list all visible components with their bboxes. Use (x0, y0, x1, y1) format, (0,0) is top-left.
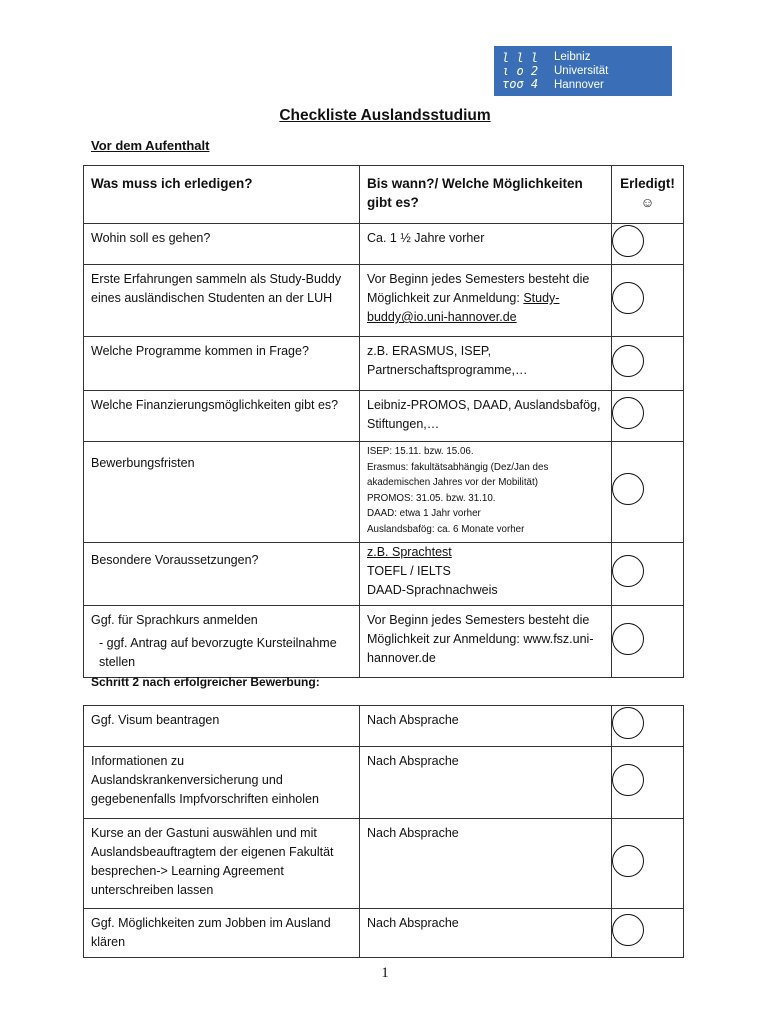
done-checkbox[interactable] (612, 555, 644, 587)
table-row (84, 747, 684, 819)
table-row (84, 606, 684, 678)
table-row (84, 442, 684, 543)
done-checkbox[interactable] (612, 345, 644, 377)
task-cell: Welche Finanzierungsmöglichkeiten gibt es? (84, 391, 360, 442)
table-row (84, 391, 684, 442)
when-cell: z.B. ERASMUS, ISEP, Partnerschaftsprogramme,… (360, 337, 612, 391)
task-cell: Ggf. für Sprachkurs anmelden - ggf. Antrag auf bevorzugte Kursteilnahme stellen (84, 606, 360, 678)
checklist-table-after (83, 705, 684, 958)
task-cell: Wohin soll es gehen? (84, 224, 360, 265)
table-header-row (84, 166, 684, 224)
when-cell: Vor Beginn jedes Semesters besteht die Möglichkeit zur Anmeldung: Study-buddy@io.uni-hannover.de (360, 265, 612, 337)
page-number: 1 (381, 965, 389, 981)
table-row (84, 224, 684, 265)
study-buddy-email-link[interactable]: Study-buddy@io.uni-hannover.de (367, 291, 560, 324)
when-cell: Nach Absprache (360, 819, 612, 909)
table-row (84, 909, 684, 958)
header-done: Erledigt! ☺ (612, 166, 684, 224)
table-row (84, 337, 684, 391)
done-checkbox[interactable] (612, 764, 644, 796)
done-checkbox[interactable] (612, 282, 644, 314)
table-row (84, 706, 684, 747)
page-title: Checkliste Auslandsstudium (279, 107, 491, 124)
when-cell: Nach Absprache (360, 909, 612, 958)
when-cell: Nach Absprache (360, 747, 612, 819)
task-cell: Informationen zu Auslandskrankenversicherung und gegebenenfalls Impfvorschriften einholen (84, 747, 360, 819)
when-cell: ISEP: 15.11. bzw. 15.06. Erasmus: fakultätsabhängig (Dez/Jan des akademischen Jahres vor der Mobilität) PROMOS: 31.05. bzw. 31.10. DAAD: etwa 1 Jahr vorher Auslandsbafög: ca. 6 Monate vorher (360, 442, 612, 543)
done-checkbox[interactable] (612, 914, 644, 946)
section-heading-step-2: Schritt 2 nach erfolgreicher Bewerbung: (91, 675, 320, 689)
task-cell: Ggf. Visum beantragen (84, 706, 360, 747)
done-checkbox[interactable] (612, 845, 644, 877)
header-when: Bis wann?/ Welche Möglichkeiten gibt es? (360, 166, 612, 224)
table-row (84, 265, 684, 337)
header-task: Was muss ich erledigen? (84, 166, 360, 224)
logo-mark: l l l ι ο 2 τοσ 4 (502, 50, 539, 91)
done-checkbox[interactable] (612, 473, 644, 505)
when-cell: Nach Absprache (360, 706, 612, 747)
task-cell: Erste Erfahrungen sammeln als Study-Buddy eines ausländischen Studenten an der LUH (84, 265, 360, 337)
logo-text: Leibniz Universität Hannover (554, 51, 609, 91)
task-cell: Welche Programme kommen in Frage? (84, 337, 360, 391)
section-heading-before-stay: Vor dem Aufenthalt (91, 138, 210, 153)
task-cell: Kurse an der Gastuni auswählen und mit Auslandsbeauftragtem der eigenen Fakultät besprechen-> Learning Agreement unterschreiben lassen (84, 819, 360, 909)
task-cell: Ggf. Möglichkeiten zum Jobben im Ausland klären (84, 909, 360, 958)
done-checkbox[interactable] (612, 623, 644, 655)
when-cell: z.B. Sprachtest TOEFL / IELTS DAAD-Sprachnachweis (360, 543, 612, 606)
when-cell: Leibniz-PROMOS, DAAD, Auslandsbafög, Stiftungen,… (360, 391, 612, 442)
task-cell: Bewerbungsfristen (84, 442, 360, 543)
table-row (84, 819, 684, 909)
done-checkbox[interactable] (612, 225, 644, 257)
smiley-icon: ☺ (640, 195, 655, 210)
table-row (84, 543, 684, 606)
when-cell: Ca. 1 ½ Jahre vorher (360, 224, 612, 265)
checklist-table-before (83, 165, 684, 678)
when-cell: Vor Beginn jedes Semesters besteht die Möglichkeit zur Anmeldung: www.fsz.uni-hannover.de (360, 606, 612, 678)
done-checkbox[interactable] (612, 397, 644, 429)
university-logo (494, 46, 672, 96)
done-checkbox[interactable] (612, 707, 644, 739)
task-cell: Besondere Voraussetzungen? (84, 543, 360, 606)
